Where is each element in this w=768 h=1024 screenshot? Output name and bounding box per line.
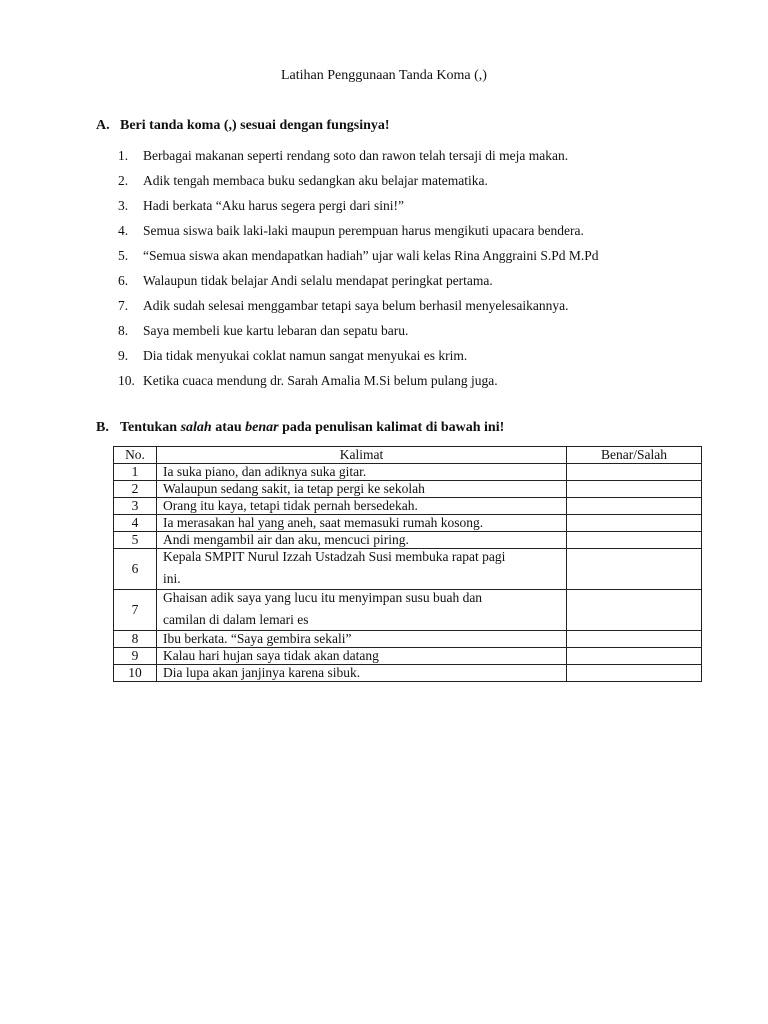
document-title: Latihan Penggunaan Tanda Koma (,) (281, 68, 487, 83)
table-row (114, 532, 702, 549)
row-sentence (157, 549, 567, 590)
item-number: 6. (118, 273, 129, 288)
sentence-line: Ia merasakan hal yang aneh, saat memasuki rumah kosong. (163, 515, 484, 530)
answer-cell[interactable] (567, 532, 702, 549)
table-row (114, 590, 702, 631)
table-row (114, 549, 702, 590)
sentence-line: Kepala SMPIT Nurul Izzah Ustadzah Susi membuka rapat pagi (163, 549, 506, 564)
table-row (114, 481, 702, 498)
sentence-line-continued: ini. (163, 571, 181, 586)
section-b-heading-part3: pada penulisan kalimat di bawah ini! (278, 420, 505, 435)
sentence-line: Dia lupa akan janjinya karena sibuk. (163, 665, 361, 680)
row-sentence (157, 648, 567, 665)
sentence-line: Ibu berkata. “Saya gembira sekali” (163, 631, 352, 646)
row-sentence (157, 631, 567, 648)
list-item (118, 268, 599, 293)
row-number: 2 (114, 481, 157, 498)
row-sentence (157, 481, 567, 498)
section-a-list (118, 143, 599, 393)
sentence-line-continued: camilan di dalam lemari es (163, 612, 309, 627)
table-row (114, 631, 702, 648)
item-text: Walaupun tidak belajar Andi selalu mendapat peringkat pertama. (143, 273, 493, 288)
item-number: 3. (118, 198, 129, 213)
row-sentence (157, 665, 567, 682)
answer-cell[interactable] (567, 590, 702, 631)
sentence-line: Ghaisan adik saya yang lucu itu menyimpan susu buah dan (163, 590, 483, 605)
answer-cell[interactable] (567, 464, 702, 481)
list-item (118, 193, 599, 218)
column-header-no: No. (114, 447, 157, 464)
section-a-heading (96, 118, 390, 134)
answer-table (113, 446, 702, 682)
item-text: Semua siswa baik laki-laki maupun perempuan harus mengikuti upacara bendera. (143, 223, 584, 238)
item-text: Saya membeli kue kartu lebaran dan sepatu baru. (143, 323, 409, 338)
column-header-answer: Benar/Salah (567, 447, 702, 464)
section-a-heading-text: Beri tanda koma (,) sesuai dengan fungsinya! (120, 118, 390, 133)
answer-cell[interactable] (567, 481, 702, 498)
table-row (114, 498, 702, 515)
answer-cell[interactable] (567, 631, 702, 648)
section-b-heading (96, 420, 504, 436)
table-row (114, 648, 702, 665)
row-sentence (157, 498, 567, 515)
item-number: 10. (118, 373, 135, 388)
list-item (118, 243, 599, 268)
item-text: Ketika cuaca mendung dr. Sarah Amalia M.Si belum pulang juga. (143, 373, 498, 388)
list-item (118, 168, 599, 193)
row-sentence (157, 532, 567, 549)
item-number: 8. (118, 323, 129, 338)
row-sentence (157, 590, 567, 631)
row-number: 9 (114, 648, 157, 665)
item-text: Dia tidak menyukai coklat namun sangat menyukai es krim. (143, 348, 468, 363)
row-number: 5 (114, 532, 157, 549)
item-text: Berbagai makanan seperti rendang soto dan rawon telah tersaji di meja makan. (143, 148, 569, 163)
table-row (114, 665, 702, 682)
row-sentence (157, 515, 567, 532)
row-sentence (157, 464, 567, 481)
section-a-letter: A. (96, 118, 110, 133)
item-text: Adik sudah selesai menggambar tetapi saya belum berhasil menyelesaikannya. (143, 298, 569, 313)
item-text: Adik tengah membaca buku sedangkan aku belajar matematika. (143, 173, 488, 188)
list-item (118, 143, 599, 168)
section-b-heading-part1: Tentukan (120, 420, 181, 435)
section-b-heading-italic-salah: salah (180, 420, 212, 435)
item-number: 5. (118, 248, 129, 263)
item-text: “Semua siswa akan mendapatkan hadiah” ujar wali kelas Rina Anggraini S.Pd M.Pd (143, 248, 599, 263)
answer-cell[interactable] (567, 648, 702, 665)
answer-cell[interactable] (567, 498, 702, 515)
row-number: 10 (114, 665, 157, 682)
section-b-heading-part2: atau (211, 420, 246, 435)
section-b-letter: B. (96, 420, 109, 435)
row-number: 8 (114, 631, 157, 648)
answer-cell[interactable] (567, 549, 702, 590)
row-number: 1 (114, 464, 157, 481)
column-header-sentence: Kalimat (157, 447, 567, 464)
answer-cell[interactable] (567, 515, 702, 532)
table-header-row (114, 447, 702, 464)
item-text: Hadi berkata “Aku harus segera pergi dari sini!” (143, 198, 405, 213)
sentence-line: Andi mengambil air dan aku, mencuci piring. (163, 532, 409, 547)
section-b-heading-italic-benar: benar (245, 420, 279, 435)
item-number: 9. (118, 348, 129, 363)
row-number: 3 (114, 498, 157, 515)
row-number: 7 (114, 590, 157, 631)
list-item (118, 218, 599, 243)
table-row (114, 464, 702, 481)
row-number: 4 (114, 515, 157, 532)
list-item (118, 293, 599, 318)
item-number: 2. (118, 173, 129, 188)
sentence-line: Ia suka piano, dan adiknya suka gitar. (163, 464, 367, 479)
row-number: 6 (114, 549, 157, 590)
list-item (118, 318, 599, 343)
sentence-line: Kalau hari hujan saya tidak akan datang (163, 648, 379, 663)
sentence-line: Walaupun sedang sakit, ia tetap pergi ke sekolah (163, 481, 425, 496)
list-item (118, 368, 599, 393)
answer-cell[interactable] (567, 665, 702, 682)
list-item (118, 343, 599, 368)
table-row (114, 515, 702, 532)
item-number: 7. (118, 298, 129, 313)
item-number: 4. (118, 223, 129, 238)
item-number: 1. (118, 148, 129, 163)
sentence-line: Orang itu kaya, tetapi tidak pernah bersedekah. (163, 498, 418, 513)
